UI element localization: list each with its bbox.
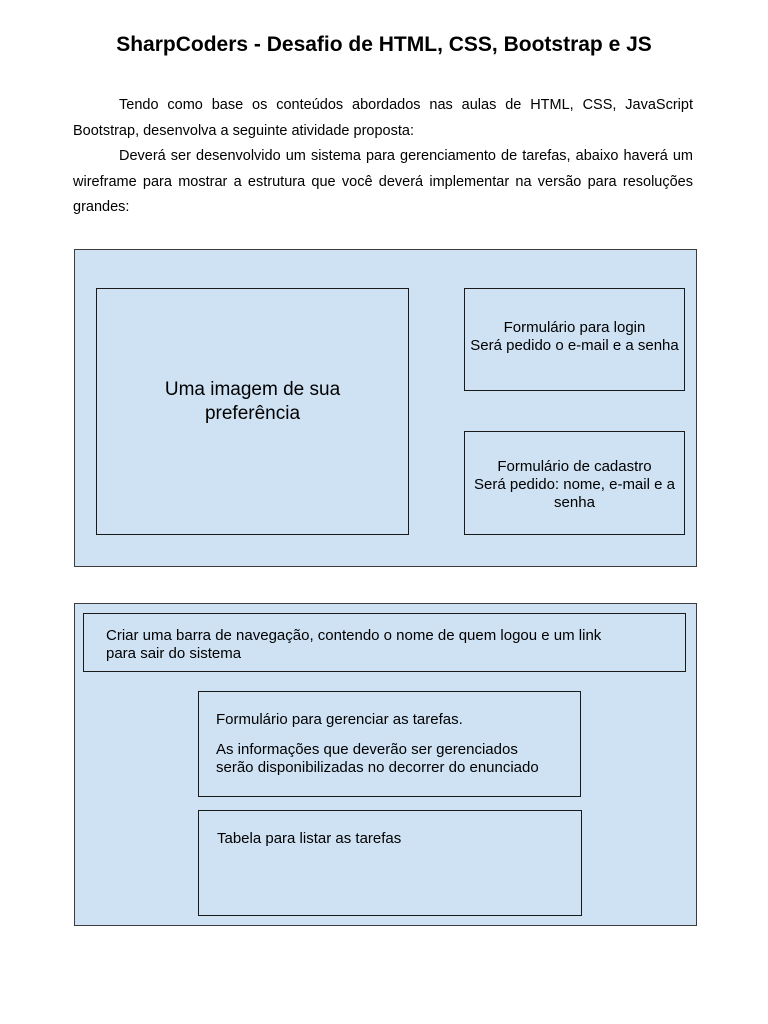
task-table-box <box>198 810 582 916</box>
task-form-line1: Formulário para gerenciar as tarefas. <box>216 711 463 728</box>
register-form-line2: Será pedido: nome, e-mail e a <box>474 476 675 493</box>
login-form-line2: Será pedido o e-mail e a senha <box>470 336 679 354</box>
register-form-box <box>464 431 685 535</box>
login-form-text <box>470 319 678 355</box>
image-placeholder-line1: Uma imagem de sua <box>164 378 341 400</box>
image-placeholder-text <box>165 378 340 426</box>
wireframe-tasks-page <box>74 603 697 926</box>
description-paragraph <box>73 144 693 221</box>
intro-paragraph-text: Tendo como base os conteúdos abordados nas aulas de HTML, CSS, JavaScript Bootstrap, desenvolva a seguinte atividade proposta: <box>73 97 693 139</box>
image-placeholder-box <box>96 288 409 535</box>
task-form-box <box>198 691 581 797</box>
register-form-line3: senha <box>554 494 595 511</box>
navbar-placeholder-line2: para sair do sistema <box>106 645 242 662</box>
task-form-spacer <box>216 729 580 741</box>
task-form-line2: As informações que deverão ser gerenciados <box>216 741 518 758</box>
login-form-line1: Formulário para login <box>503 318 646 336</box>
register-form-line1: Formulário de cadastro <box>497 458 652 475</box>
page-title: SharpCoders - Desafio de HTML, CSS, Bootstrap e JS <box>116 33 652 56</box>
image-placeholder-line2: preferência <box>204 402 301 424</box>
task-table-line1: Tabela para listar as tarefas <box>217 830 402 847</box>
intro-paragraph <box>73 93 693 144</box>
description-paragraph-text: Deverá ser desenvolvido um sistema para gerenciamento de tarefas, abaixo haverá um wireframe para mostrar a estrutura que você deverá implementar na versão para resoluções grandes: <box>73 148 693 215</box>
navbar-placeholder-line1: Criar uma barra de navegação, contendo o nome de quem logou e um link <box>106 627 602 644</box>
wireframe-login-page <box>74 249 697 567</box>
navbar-placeholder-box <box>83 613 686 672</box>
register-form-text <box>474 458 675 512</box>
login-form-box <box>464 288 685 391</box>
task-form-line3: serão disponibilizadas no decorrer do enunciado <box>216 759 539 776</box>
